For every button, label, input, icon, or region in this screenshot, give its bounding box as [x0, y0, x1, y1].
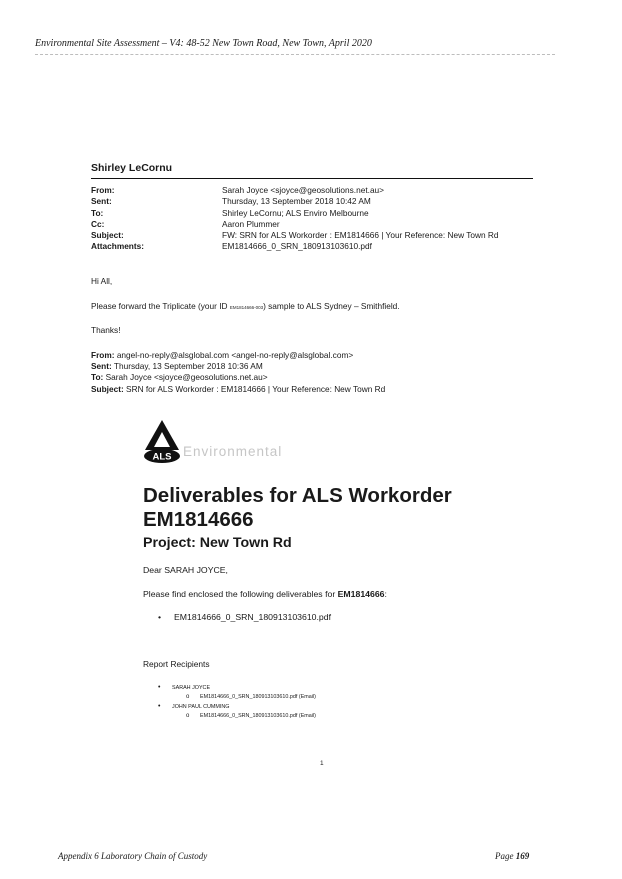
recipient-file: o EM1814666_0_SRN_180913103610.pdf (Email) [186, 713, 316, 719]
header-label: Cc: [91, 218, 105, 229]
header-value: Aaron Plummer [222, 218, 280, 229]
email-body: Please forward the Triplicate (your ID EM1814666-003) sample to ALS Sydney – Smithfield. [91, 301, 400, 311]
notice-title: Deliverables for ALS Workorder EM1814666 [143, 484, 452, 531]
fwd-sent: Sent: Thursday, 13 September 2018 10:36 AM [91, 361, 263, 372]
recipients-heading: Report Recipients [143, 659, 210, 669]
recipient-name: • SARAH JOYCE [158, 684, 211, 691]
email-headers [91, 185, 499, 253]
header-label: Sent: [91, 196, 112, 207]
header-row-attachments [91, 241, 499, 252]
footer-left: Appendix 6 Laboratory Chain of Custody [58, 851, 208, 861]
header-row-to [91, 208, 499, 219]
fwd-subject: Subject: SRN for ALS Workorder : EM1814666 | Your Reference: New Town Rd [91, 383, 386, 394]
footer-page-number: Page 169 [495, 851, 530, 861]
project-heading: Project: New Town Rd [143, 535, 292, 551]
forwarded-headers [91, 350, 385, 395]
header-label: To: [91, 207, 104, 218]
header-label: Attachments: [91, 241, 145, 252]
circle-bullet-icon: o [186, 694, 190, 700]
email-thanks: Thanks! [91, 325, 121, 335]
bullet-icon: • [158, 612, 162, 622]
header-row-subject [91, 230, 499, 241]
salutation: Dear SARAH JOYCE, [143, 565, 228, 575]
email-greeting: Hi All, [91, 276, 113, 286]
sender-name: Shirley LeCornu [91, 162, 173, 174]
attachment-link[interactable]: EM1814666_0_SRN_180913103610.pdf [222, 241, 372, 252]
header-value: Shirley LeCornu; ALS Enviro Melbourne [222, 207, 369, 218]
deliverable-item [158, 612, 331, 622]
logo-subtext: Environmental [183, 444, 283, 459]
header-value: FW: SRN for ALS Workorder : EM1814666 | Your Reference: New Town Rd [222, 230, 499, 241]
logo-text: ALS [152, 451, 172, 463]
workorder-number: EM1814666 [337, 589, 385, 599]
bullet-icon: • [158, 703, 161, 710]
header-label: Subject: [91, 230, 124, 241]
sample-id: EM1814666-003 [229, 305, 264, 310]
deliverable-file[interactable]: EM1814666_0_SRN_180913103610.pdf [174, 612, 331, 622]
header-row-cc [91, 219, 499, 230]
recipient-name: • JOHN PAUL CUMMING [158, 703, 230, 710]
inner-page-number: 1 [320, 760, 324, 767]
fwd-to: To: Sarah Joyce <sjoyce@geosolutions.net.au> [91, 372, 268, 383]
bullet-icon: • [158, 684, 161, 691]
circle-bullet-icon: o [186, 713, 190, 719]
sender-divider [91, 178, 533, 179]
header-value: Sarah Joyce <sjoyce@geosolutions.net.au> [222, 185, 385, 195]
header-row-sent [91, 196, 499, 207]
recipient-file: o EM1814666_0_SRN_180913103610.pdf (Email) [186, 694, 316, 700]
running-header: Environmental Site Assessment – V4: 48-52 New Town Road, New Town, April 2020 [35, 38, 372, 49]
header-divider [35, 54, 555, 55]
fwd-from: From: angel-no-reply@alsglobal.com <angel-no-reply@alsglobal.com> [91, 350, 354, 360]
header-row-from [91, 185, 499, 196]
header-value: Thursday, 13 September 2018 10:42 AM [222, 196, 371, 207]
header-label: From: [91, 185, 115, 195]
enclosed-line: Please find enclosed the following deliverables for EM1814666: [143, 589, 387, 599]
